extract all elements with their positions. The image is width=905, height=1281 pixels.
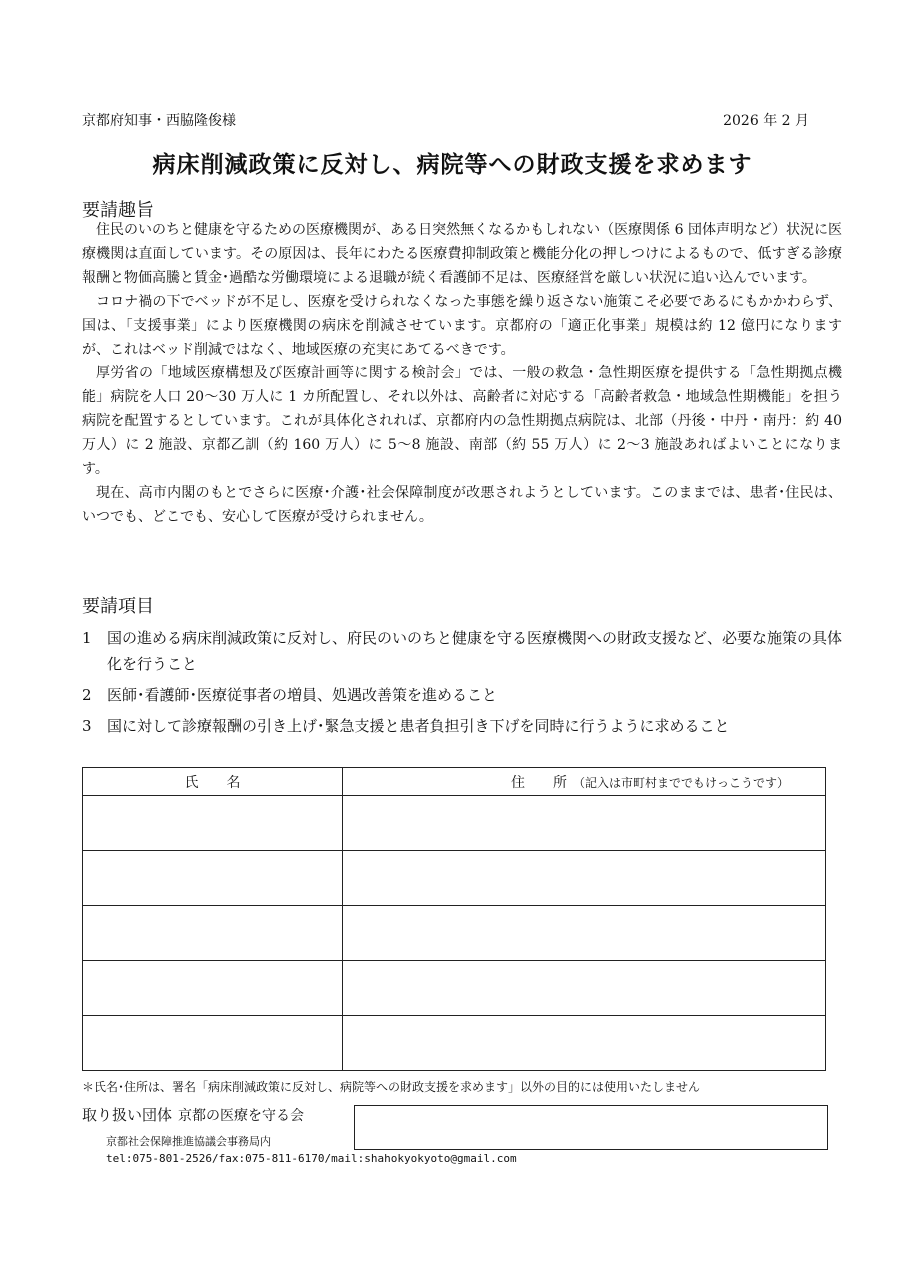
organization-contact: tel:075-801-2526/fax:075-811-6170/mail:shahokyokyoto@gmail.com: [106, 1152, 517, 1165]
name-cell[interactable]: [83, 1016, 343, 1071]
signature-row: [83, 1016, 826, 1071]
address-cell[interactable]: [343, 851, 826, 906]
name-cell[interactable]: [83, 851, 343, 906]
signature-row: [83, 851, 826, 906]
addressee: 京都府知事・西脇隆俊様: [82, 113, 236, 129]
address-cell[interactable]: [343, 906, 826, 961]
organization-name: 京都の医療を守る会: [178, 1108, 305, 1124]
signature-table-header: [83, 768, 826, 796]
privacy-footnote: ＊氏名･住所は、署名「病床削減政策に反対し、病院等への財政支援を求めます」以外の目的には使用いたしません: [82, 1080, 701, 1094]
name-column-header: 氏 名: [83, 768, 343, 796]
document-date: 2026 年 2 月: [723, 113, 809, 129]
request-item: [82, 682, 842, 708]
requests-heading: 要請項目: [82, 596, 154, 617]
purpose-heading: 要請趣旨: [82, 200, 154, 221]
address-header-note: （記入は市町村まででもけっこうです）: [573, 775, 790, 790]
name-cell[interactable]: [83, 906, 343, 961]
request-text: 国の進める病床削減政策に反対し、府民のいのちと健康を守る医療機関への財政支援など、必要な施策の具体化を行うこと: [107, 629, 843, 673]
purpose-paragraph: 住民のいのちと健康を守るための医療機関が、ある日突然無くなるかもしれない（医療関係 6 団体声明など）状況に医療機関は直面しています。その原因は、長年にわたる医療費抑制政策と機能分化の押しつけによるもので、低すぎる診療報酬と物価高騰と賃金･過酷な労働環境による退職が続く看護師不足は、医療経営を厳しい状況に追い込んでいます。: [82, 222, 842, 286]
signature-table: [82, 767, 826, 1071]
purpose-paragraph: 現在、高市内閣のもとでさらに医療･介護･社会保障制度が改悪されようとしています。このままでは、患者･住民は、いつでも、どこでも、安心して医療が受けられません。: [82, 484, 842, 525]
request-list: [82, 625, 842, 744]
address-header-label: 住 所: [511, 774, 567, 791]
address-cell[interactable]: [343, 1016, 826, 1071]
purpose-paragraph: コロナ禍の下でベッドが不足し、医療を受けられなくなった事態を繰り返さない施策こそ必要であるにもかかわらず、国は、「支援事業」により医療機関の病床を削減させています。京都府の「適正化事業」規模は約 12 億円になりますが、これはベッド削減ではなく、地域医療の充実にあてるべきです。: [82, 293, 842, 358]
request-text: 医師･看護師･医療従事者の増員、処遇改善策を進めること: [107, 686, 498, 704]
petition-title: 病床削減政策に反対し、病院等への財政支援を求めます: [152, 152, 753, 178]
signature-row: [83, 961, 826, 1016]
organization-stamp-box[interactable]: [354, 1105, 828, 1150]
name-cell[interactable]: [83, 961, 343, 1016]
address-column-header: [343, 768, 826, 796]
request-number: 1: [82, 629, 92, 647]
address-cell[interactable]: [343, 961, 826, 1016]
request-number: 2: [82, 686, 92, 704]
organization-line: [82, 1104, 304, 1125]
organization-office: 京都社会保障推進協議会事務局内: [106, 1135, 271, 1148]
purpose-paragraph: 厚労省の「地域医療構想及び医療計画等に関する検討会」では、一般の救急・急性期医療を提供する「急性期拠点機能」病院を人口 20～30 万人に 1 カ所配置し、それ以外は、高齢者に対応する「高齢者救急・地域急性期機能」を担う病院を配置するとしています。これが具体化されれば、京都府内の急性期拠点病院は、北部（丹後・中丹・南丹：約 40 万人）に 2 施設、京都乙訓（約 160 万人）に 5～8 施設、南部（約 55 万人）に 2～3 施設あればよいことになります。: [82, 365, 842, 478]
request-item: [82, 625, 842, 677]
name-cell[interactable]: [83, 796, 343, 851]
request-item: [82, 713, 842, 739]
request-number: 3: [82, 717, 92, 735]
address-cell[interactable]: [343, 796, 826, 851]
purpose-body: [82, 219, 842, 530]
signature-row: [83, 796, 826, 851]
signature-row: [83, 906, 826, 961]
organization-label: 取り扱い団体: [82, 1106, 173, 1124]
request-text: 国に対して診療報酬の引き上げ･緊急支援と患者負担引き下げを同時に行うように求めること: [107, 717, 730, 735]
